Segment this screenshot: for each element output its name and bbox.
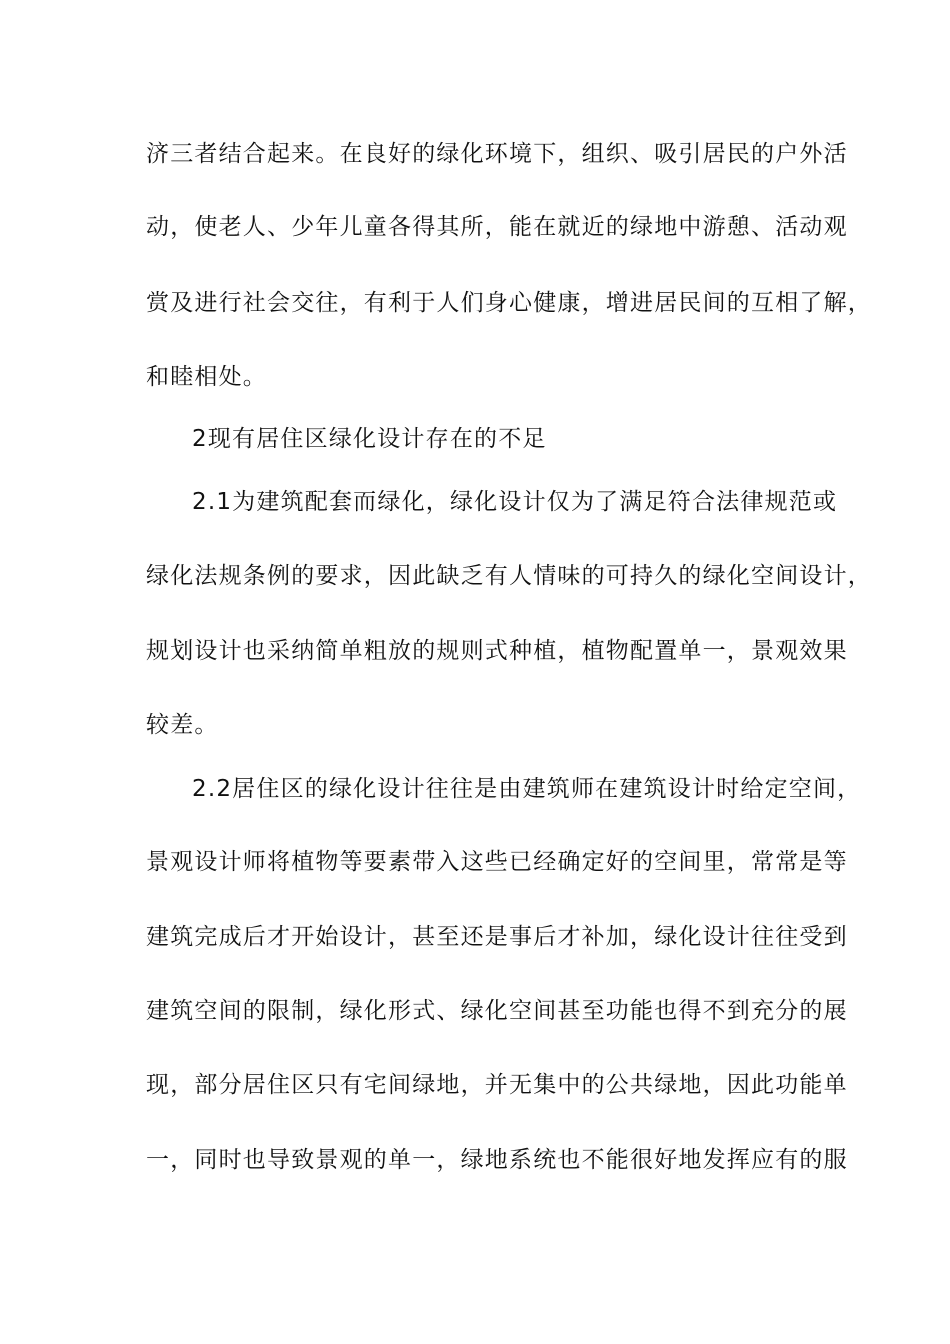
text-line: 2.1为建筑配套而绿化，绿化设计仅为了满足符合法律规范或 — [192, 489, 838, 515]
text-line: 建筑完成后才开始设计，甚至还是事后才补加，绿化设计往往受到 — [146, 924, 848, 950]
text-line: 较差。 — [146, 712, 219, 738]
text-line: 建筑空间的限制，绿化形式、绿化空间甚至功能也得不到充分的展 — [146, 998, 848, 1024]
text-line: 一，同时也导致景观的单一，绿地系统也不能很好地发挥应有的服 — [146, 1147, 848, 1173]
text-line: 2.2居住区的绿化设计往往是由建筑师在建筑设计时给定空间， — [192, 776, 862, 802]
text-line: 动，使老人、少年儿童各得其所，能在就近的绿地中游憩、活动观 — [146, 214, 848, 240]
text-line: 绿化法规条例的要求，因此缺乏有人情味的可持久的绿化空间设计， — [146, 563, 872, 589]
text-line: 济三者结合起来。在良好的绿化环境下，组织、吸引居民的户外活 — [146, 141, 848, 167]
text-line: 和睦相处。 — [146, 364, 267, 390]
text-line: 规划设计也采纳简单粗放的规则式种植，植物配置单一，景观效果 — [146, 638, 848, 664]
section-heading: 2现有居住区绿化设计存在的不足 — [192, 426, 547, 452]
text-line: 现，部分居住区只有宅间绿地，并无集中的公共绿地，因此功能单 — [146, 1072, 848, 1098]
text-line: 赏及进行社会交往，有利于人们身心健康，增进居民间的互相了解， — [146, 290, 872, 316]
text-line: 景观设计师将植物等要素带入这些已经确定好的空间里，常常是等 — [146, 849, 848, 875]
